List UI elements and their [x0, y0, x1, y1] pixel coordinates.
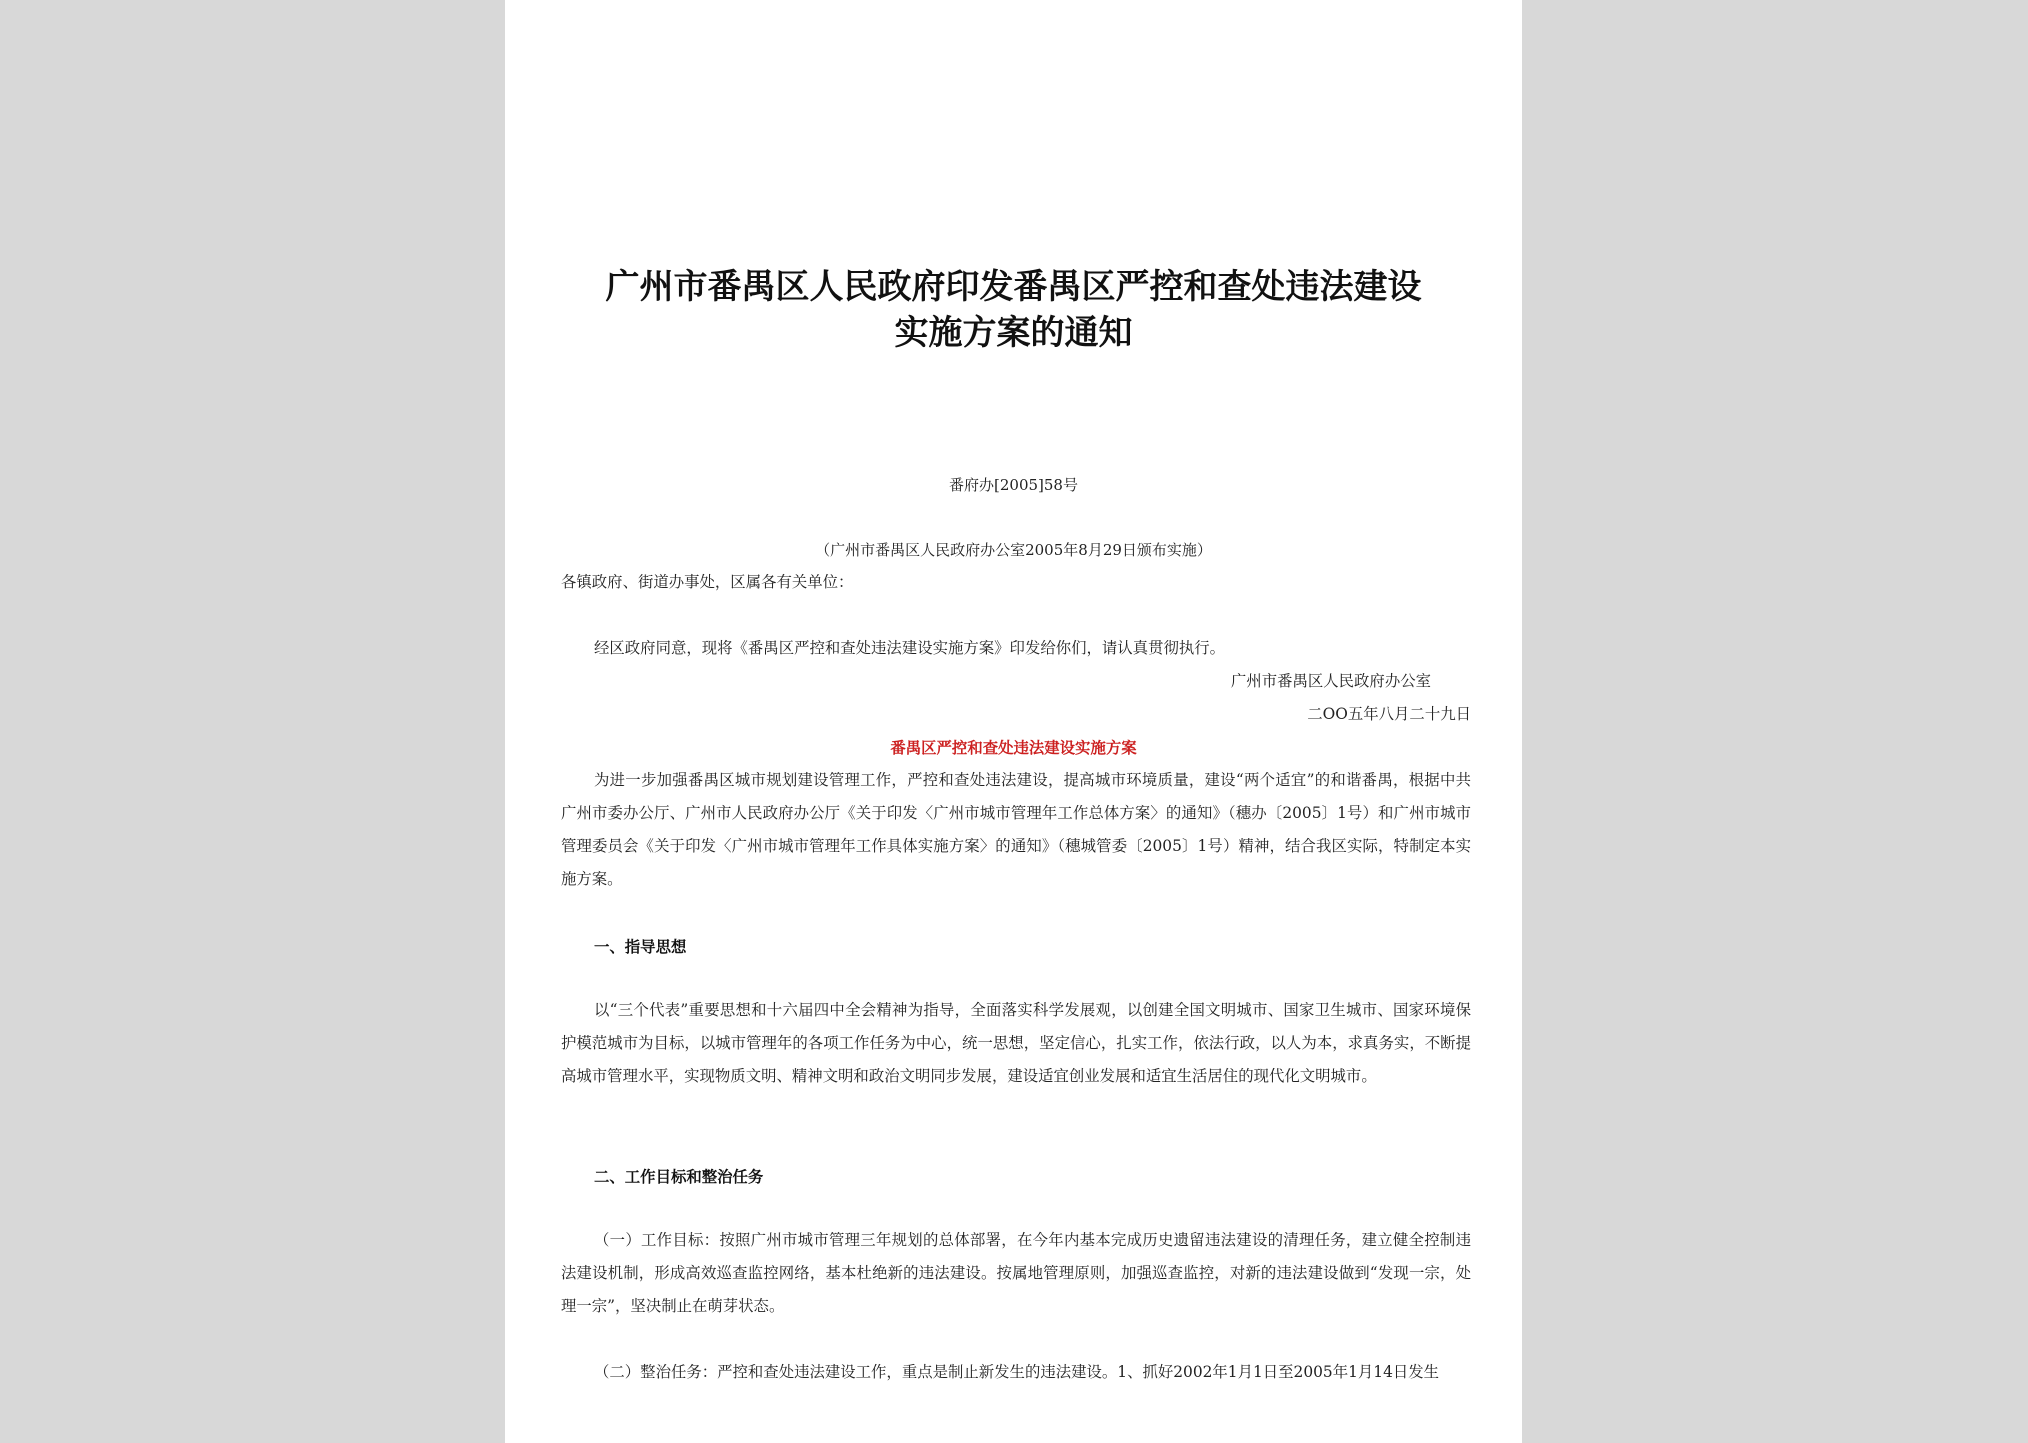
section-2-heading: 二、工作目标和整治任务 — [594, 1168, 764, 1186]
signed-date: 二OO五年八月二十九日 — [1307, 705, 1471, 723]
salutation: 各镇政府、街道办事处，区属各有关单位： — [561, 573, 854, 591]
notice-body: 经区政府同意，现将《番禺区严控和查处违法建设实施方案》印发给你们，请认真贯彻执行。 — [594, 639, 1226, 657]
section-1-heading: 一、指导思想 — [594, 938, 687, 956]
notice-block — [561, 632, 1471, 665]
section-2-item-1: （一）工作目标：按照广州市城市管理三年规划的总体部署，在今年内基本完成历史遗留违法建设的清理任务，建立健全控制违法建设机制，形成高效巡查监控网络，基本杜绝新的违法建设。按属地管理原则，加强巡查监控，对新的违法建设做到“发现一宗，处理一宗”，坚决制止在萌芽状态。 — [561, 1231, 1471, 1315]
plan-title: 番禺区严控和查处违法建设实施方案 — [890, 739, 1137, 757]
title-line-2: 实施方案的通知 — [894, 313, 1133, 353]
section-1-paragraph: 以“三个代表”重要思想和十六届四中全会精神为指导，全面落实科学发展观，以创建全国文明城市、国家卫生城市、国家环境保护模范城市为目标，以城市管理年的各项工作任务为中心，统一思想，坚定信心，扎实工作，依法行政，以人为本，求真务实，不断提高城市管理水平，实现物质文明、精神文明和政治文明同步发展，建设适宜创业发展和适宜生活居住的现代化文明城市。 — [561, 1001, 1471, 1085]
section-2-item-2: （二）整治任务：严控和查处违法建设工作，重点是制止新发生的违法建设。1、抓好2002年1月1日至2005年1月14日发生 — [594, 1363, 1440, 1381]
document-title — [505, 264, 1522, 356]
section-2-item-1-block — [561, 1224, 1471, 1323]
issued-note: （广州市番禺区人民政府办公室2005年8月29日颁布实施） — [815, 541, 1212, 559]
intro-paragraph: 为进一步加强番禺区城市规划建设管理工作，严控和查处违法建设，提高城市环境质量，建设“两个适宜”的和谐番禺，根据中共广州市委办公厅、广州市人民政府办公厅《关于印发〈广州市城市管理年工作总体方案〉的通知》（穗办〔2005〕1号）和广州市城市管理委员会《关于印发〈广州市城市管理年工作具体实施方案〉的通知》（穗城管委〔2005〕1号）精神，结合我区实际，特制定本实施方案。 — [561, 771, 1471, 888]
section-1-block — [561, 994, 1471, 1093]
document-number: 番府办[2005]58号 — [949, 476, 1078, 494]
section-2-item-2-block — [561, 1356, 1471, 1389]
signatory: 广州市番禺区人民政府办公室 — [1230, 672, 1431, 690]
document-page — [505, 0, 1522, 1443]
intro-block — [561, 764, 1471, 896]
salutation-block — [561, 566, 1471, 599]
title-line-1: 广州市番禺区人民政府印发番禺区严控和查处违法建设 — [605, 267, 1422, 307]
